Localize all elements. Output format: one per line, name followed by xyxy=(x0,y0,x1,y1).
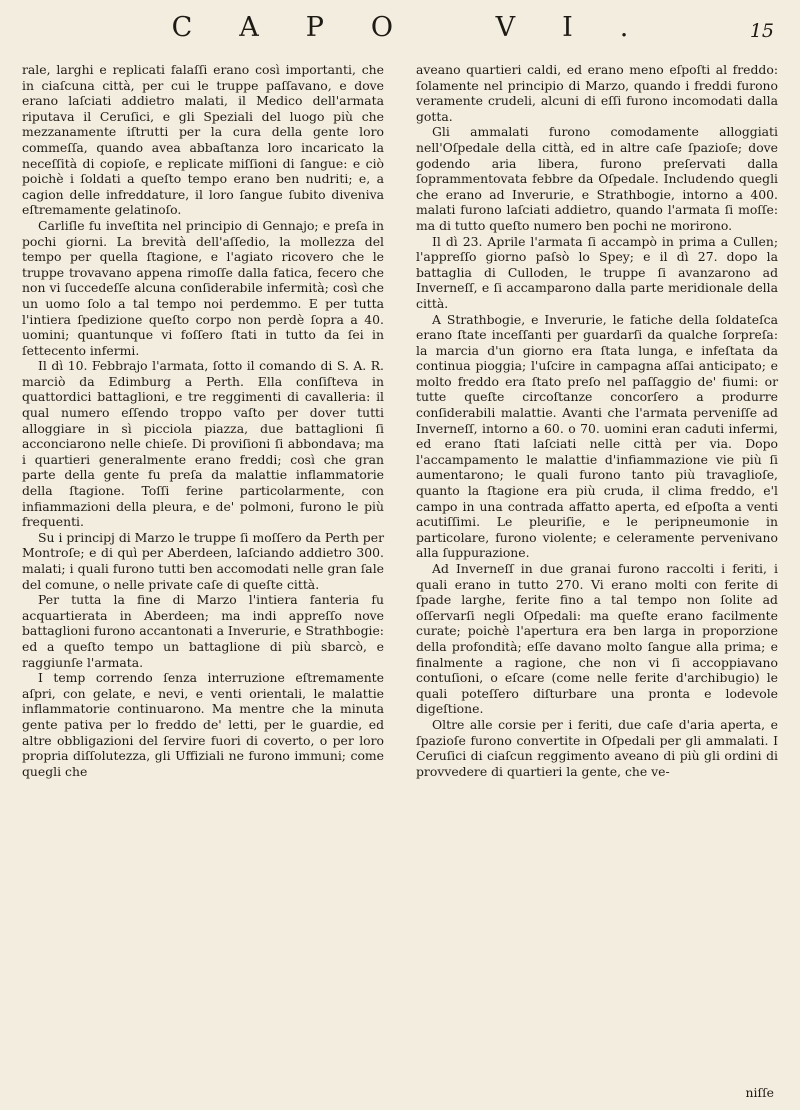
paragraph: Ad Inverneſſ in due granai furono raccolti i feriti, i quali erano in tutto 270. Vi erano molti con ferite di ſpade larghe, ferite fino a tal tempo non ſolite ad oſſervarſi negli Oſpedali: ma queſte erano facilmente curate; poichè l'apertura era ben larga in proporzione della profondità; eſſe davano molto ſangue alla prima; e finalmente a ragione, che non vi ſi accoppiavano contuſioni, o eſcare (come nelle ferite d'archibugio) le quali poteſſero diſturbare una pronta e lodevole digeſtione. xyxy=(416,561,778,717)
paragraph: aveano quartieri caldi, ed erano meno eſpoſti al freddo: ſolamente nel principio di Marzo, quando i freddi furono veramente crudeli, alcuni di eſſi furono incomodati dalla gotta. xyxy=(416,62,778,124)
catchword: niſſe xyxy=(745,1085,774,1100)
paragraph: Per tutta la fine di Marzo l'intiera fanteria fu acquartierata in Aberdeen; ma indi appreſſo nove battaglioni furono accantonati a Inverurie, e Strathbogie: ed a queſto tempo un battaglione di più sbarcò, e raggiunſe l'armata. xyxy=(22,592,384,670)
running-head xyxy=(22,8,778,62)
right-column xyxy=(416,62,778,779)
paragraph: rale, larghi e replicati falaſſi erano così importanti, che in ciaſcuna città, per cui le truppe paſſavano, e dove erano laſciati addietro malati, il Medico dell'armata riputava il Ceruſici, e gli Speziali del luogo più che mezzanamente iſtrutti per la cura della gente loro commeſſa, quando avea abbaſtanza loro incaricato la neceſſità di copioſe, e replicate miſſioni di ſangue: e ciò poichè i ſoldati a queſto tempo erano ben nudriti; e, a cagion delle infreddature, il loro ſangue ſubito diveniva eſtremamente gelatinoſo. xyxy=(22,62,384,218)
paragraph: Il dì 10. Febbrajo l'armata, ſotto il comando di S. A. R. marciò da Edimburg a Perth. Ella conſiſteva in quattordici battaglioni, e tre reggimenti di cavalleria: il qual numero eſſendo troppo vaſto per dover tutti alloggiare in sì picciola piazza, due battaglioni ſi acconciarono nelle chieſe. Di proviſioni ſi abbondava; ma i quartieri generalmente erano freddi; così che gran parte della gente fu preſa da malattie inflammatorie della ſtagione. Toſſi ferine particolarmente, con infiammazioni della pleura, e de' polmoni, furono le più frequenti. xyxy=(22,358,384,530)
chapter-title: CAPO VI. xyxy=(171,12,676,43)
text-columns xyxy=(22,62,778,779)
page-number: 15 xyxy=(749,20,774,42)
paragraph: A Strathbogie, e Inverurie, le fatiche della ſoldateſca erano ſtate inceſſanti per guardarſi da qualche ſorpreſa: la marcia d'un giorno era ſtata lunga, e infeſtata da continua pioggia; l'uſcire in campagna aſſai anticipato; e molto freddo era ſtato preſo nel paſſaggio de' fiumi: or tutte queſte circoſtanze concorſero a produrre conſiderabili malattie. Avanti che l'armata perveniſſe ad Inverneſſ, intorno a 60. o 70. uomini eran caduti infermi, ed erano ſtati laſciati nelle città per via. Dopo l'accampamento le malattie d'infiammazione vie più ſi aumentarono; le quali furono tanto più travaglioſe, quanto la ſtagione era più cruda, il clima freddo, e'l campo in una contrada affatto aperta, ed eſpoſta a venti acutiſſimi. Le pleuriſie, e le peripneumonie in particolare, furono violente; e celeramente pervenivano alla ſuppurazione. xyxy=(416,311,778,561)
paragraph: I temp correndo ſenza interruzione eſtremamente aſpri, con gelate, e nevi, e venti orientali, le malattie inflammatorie continuarono. Ma mentre che la minuta gente pativa per lo freddo de' letti, per le guardie, ed altre obbligazioni del ſervire fuori di coverto, o per loro propria diſſolutezza, gli Uffiziali ne furono immuni; come quegli che xyxy=(22,670,384,779)
paragraph: Gli ammalati furono comodamente alloggiati nell'Oſpedale della città, ed in altre caſe ſpazioſe; dove godendo aria libera, furono preſervati dalla ſoprammentovata febbre da Oſpedale. Includendo quegli che erano ad Inverurie, e Strathbogie, intorno a 400. malati furono laſciati addietro, quando l'armata ſi moſſe: ma di tutto queſto numero ben pochi ne morirono. xyxy=(416,124,778,233)
paragraph: Su i principj di Marzo le truppe ſi moſſero da Perth per Montroſe; e di quì per Aberdeen, laſciando addietro 300. malati; i quali furono tutti ben accomodati nelle gran ſale del comune, o nelle private caſe di queſte città. xyxy=(22,529,384,592)
paragraph: Carliſle fu inveſtita nel principio di Gennajo; e preſa in pochi giorni. La brevità dell'aſſedio, la mollezza del tempo per quella ſtagione, e l'agiato ricovero che le truppe trovavano appena rimoſſe dalla fatica, fecero che non vi ſuccedeſſe alcuna conſiderabile infermità; così che un uomo ſolo a tal tempo noi perdemmo. E per tutta l'intiera ſpedizione queſto corpo non perdè ſopra a 40. uomini; quantunque vi foſſero ſtati in tutto da ſei in ſettecento infermi. xyxy=(22,217,384,358)
paragraph: Oltre alle corsie per i feriti, due caſe d'aria aperta, e ſpazioſe furono convertite in Oſpedali per gli ammalati. I Ceruſici di ciaſcun reggimento aveano di più gli ordini di provvedere di quartieri la gente, che ve- xyxy=(416,716,778,779)
left-column xyxy=(22,62,384,779)
paragraph: Il dì 23. Aprile l'armata ſi accampò in prima a Cullen; l'appreſſo giorno paſsò lo Spey; e il dì 27. dopo la battaglia di Culloden, le truppe ſi avanzarono ad Inverneſſ, e ſi accamparono dalla parte meridionale della città. xyxy=(416,233,778,311)
